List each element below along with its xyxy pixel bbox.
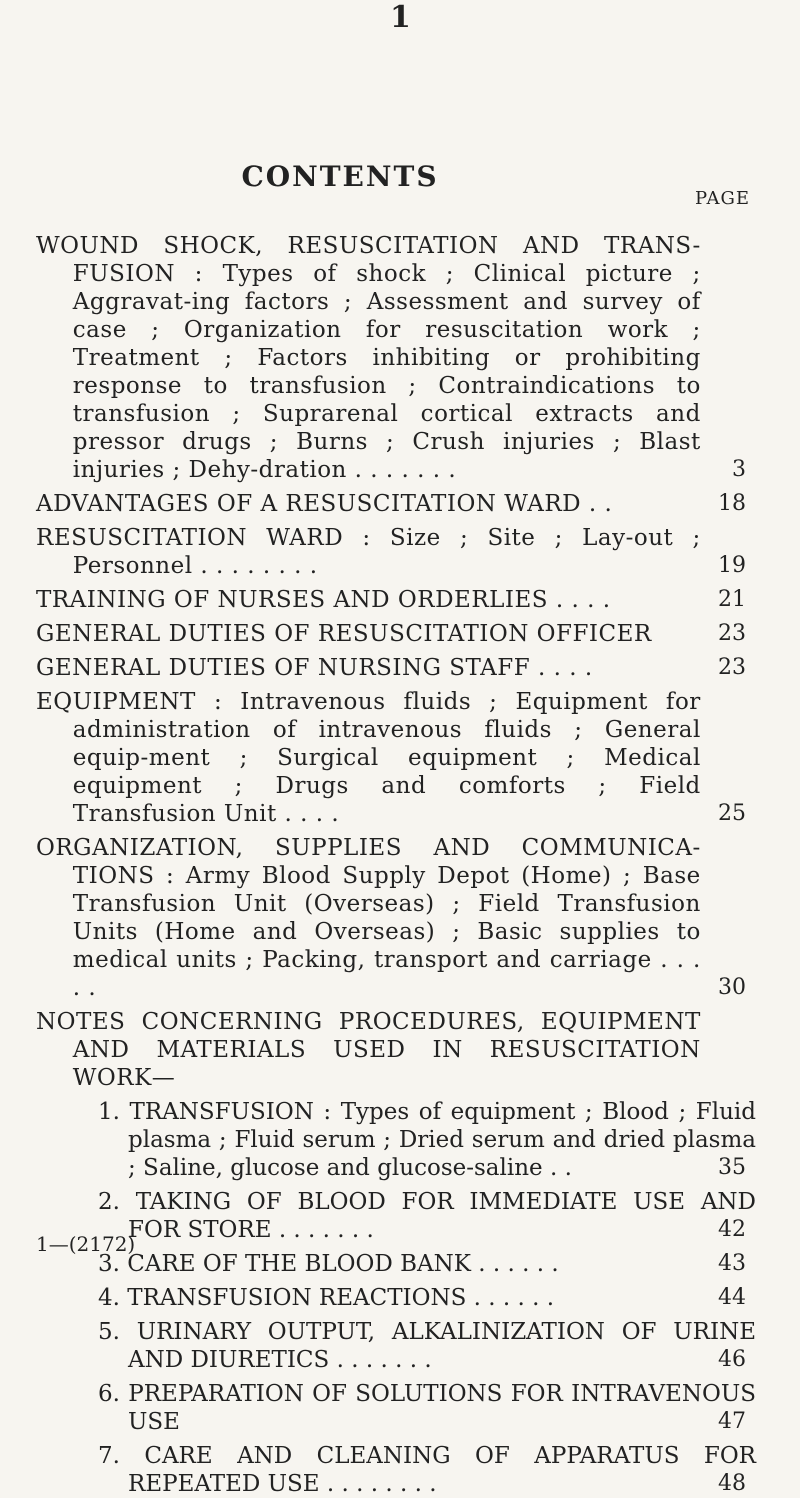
toc-entry-text: NOTES CONCERNING PROCEDURES, EQUIPMENT AND MATERIALS USED IN RESUSCITATION WORK— <box>36 1009 701 1091</box>
toc-entry-page: 25 <box>718 801 746 826</box>
toc-entry-page: 23 <box>718 655 746 680</box>
toc-entry-page: 19 <box>718 553 746 578</box>
toc-entry-page: 18 <box>718 491 746 516</box>
toc-entry[interactable] <box>36 1008 776 1092</box>
toc-entry-text: WOUND SHOCK, RESUSCITATION AND TRANS-FUSION : Types of shock ; Clinical picture ; Aggravat-ing factors ; Assessment and survey of case ; Organization for resuscitation work ; Treatment ; Factors inhibiting or prohibiting response to transfusion ; Contraindications to transfusion ; Suprarenal cortical extracts and pressor drugs ; Burns ; Crush injuries ; Blast injuries ; Dehy-dration . . . . . . . <box>36 233 701 483</box>
toc-sub-entry-page: 43 <box>718 1251 746 1276</box>
toc-entry[interactable] <box>36 524 776 580</box>
toc-sub-entry-text: 7. CARE AND CLEANING OF APPARATUS FOR REPEATED USE . . . . . . . . <box>98 1443 756 1497</box>
toc-sub-entry-text: 1. TRANSFUSION : Types of equipment ; Blood ; Fluid plasma ; Fluid serum ; Dried serum and dried plasma ; Saline, glucose and glucose-saline . . <box>98 1099 756 1181</box>
toc-sub-entry-page: 48 <box>718 1471 746 1496</box>
toc-entry-page: 21 <box>718 587 746 612</box>
toc-sub-entry-page: 44 <box>718 1285 746 1310</box>
page-number: 1 <box>390 0 411 35</box>
toc-sub-entry[interactable] <box>36 1442 776 1498</box>
toc-entry[interactable] <box>36 586 776 614</box>
toc-sub-entry[interactable] <box>36 1250 776 1278</box>
toc-sub-entry-page: 46 <box>718 1347 746 1372</box>
table-of-contents <box>36 232 776 1498</box>
toc-sub-entry[interactable] <box>36 1284 776 1312</box>
page-column-label: PAGE <box>695 188 750 209</box>
toc-sub-entry-text: 6. PREPARATION OF SOLUTIONS FOR INTRAVENOUS USE <box>98 1381 756 1435</box>
toc-entry[interactable] <box>36 688 776 828</box>
toc-entry-page: 30 <box>718 975 746 1000</box>
toc-entry-page: 23 <box>718 621 746 646</box>
toc-sub-entry-page: 35 <box>718 1155 746 1180</box>
signature-mark: 1—(2172) <box>36 1232 136 1256</box>
toc-entry[interactable] <box>36 654 776 682</box>
toc-entry-text: EQUIPMENT : Intravenous fluids ; Equipment for administration of intravenous fluids ; General equip-ment ; Surgical equipment ; Medical equipment ; Drugs and comforts ; Field Transfusion Unit . . . . <box>36 689 701 827</box>
toc-sub-entry-page: 42 <box>718 1217 746 1242</box>
toc-entry-page: 3 <box>732 457 746 482</box>
toc-entry[interactable] <box>36 232 776 484</box>
toc-sub-entry[interactable] <box>36 1380 776 1436</box>
toc-entry-text: RESUSCITATION WARD : Size ; Site ; Lay-out ; Personnel . . . . . . . . <box>36 525 701 579</box>
toc-sub-entry-text: 5. URINARY OUTPUT, ALKALINIZATION OF URINE AND DIURETICS . . . . . . . <box>98 1319 756 1373</box>
toc-entry-text: ADVANTAGES OF A RESUSCITATION WARD . . <box>36 491 613 517</box>
toc-entry-text: ORGANIZATION, SUPPLIES AND COMMUNICA-TIONS : Army Blood Supply Depot (Home) ; Base Transfusion Unit (Overseas) ; Field Transfusion Units (Home and Overseas) ; Basic supplies to medical units ; Packing, transport and carriage . . . . . <box>36 835 701 1001</box>
toc-sub-entry[interactable] <box>36 1098 776 1182</box>
toc-sub-entry[interactable] <box>36 1318 776 1374</box>
toc-sub-entry[interactable] <box>36 1188 776 1244</box>
toc-entry-text: GENERAL DUTIES OF RESUSCITATION OFFICER <box>36 621 652 647</box>
toc-entry[interactable] <box>36 620 776 648</box>
page-title: CONTENTS <box>241 160 439 193</box>
toc-sub-entry-page: 47 <box>718 1409 746 1434</box>
toc-sub-entry-text: 2. TAKING OF BLOOD FOR IMMEDIATE USE AND FOR STORE . . . . . . . <box>98 1189 756 1243</box>
toc-entry-text: GENERAL DUTIES OF NURSING STAFF . . . . <box>36 655 593 681</box>
toc-sub-entry-text: 3. CARE OF THE BLOOD BANK . . . . . . <box>98 1251 559 1277</box>
toc-sub-entry-text: 4. TRANSFUSION REACTIONS . . . . . . <box>98 1285 555 1311</box>
toc-entry[interactable] <box>36 490 776 518</box>
toc-entry-text: TRAINING OF NURSES AND ORDERLIES . . . . <box>36 587 611 613</box>
toc-entry[interactable] <box>36 834 776 1002</box>
